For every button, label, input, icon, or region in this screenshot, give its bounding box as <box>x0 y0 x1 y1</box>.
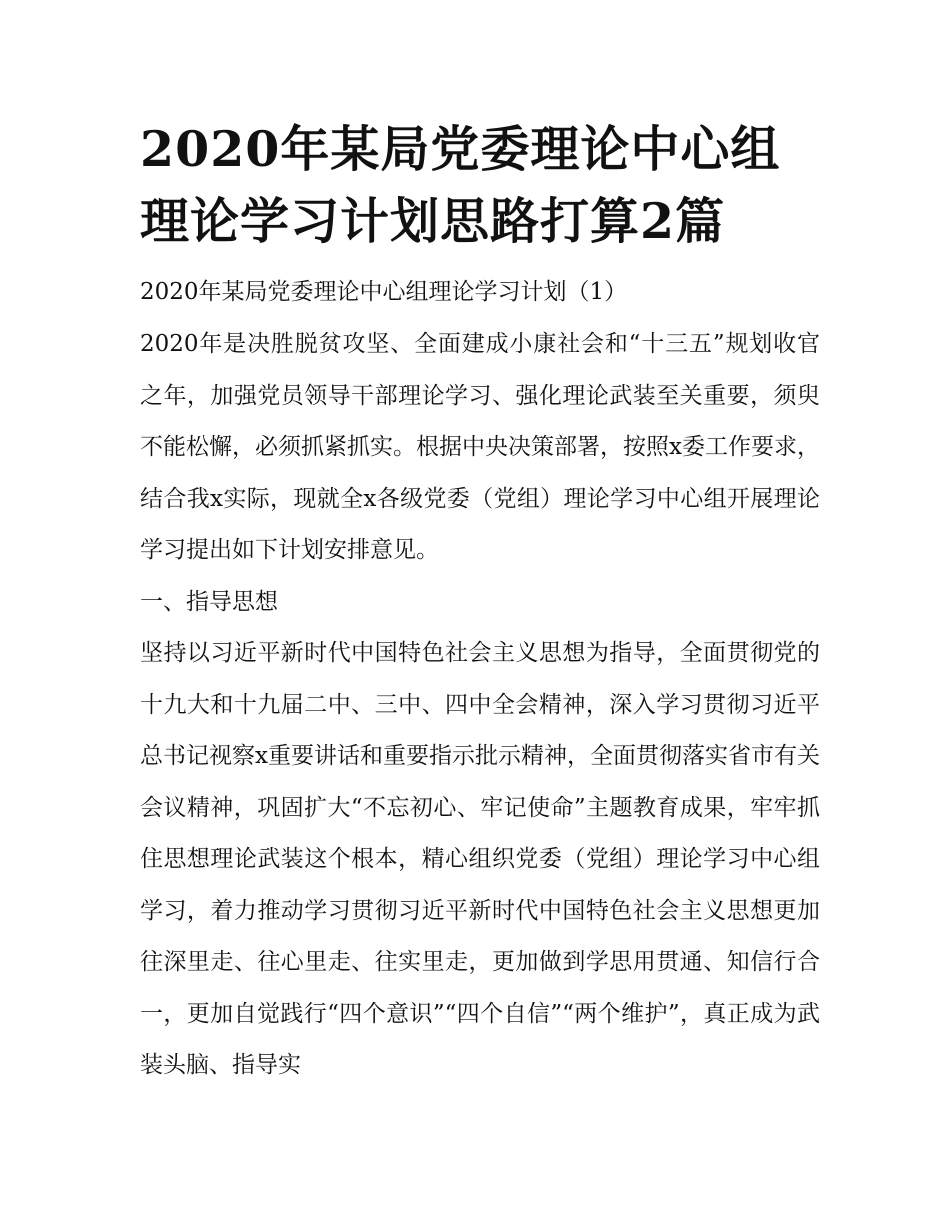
section-heading-guiding-thought: 一、指导思想 <box>140 588 278 615</box>
intro-paragraph: 2020年是决胜脱贫攻坚、全面建成小康社会和“十三五”规划收官之年，加强党员领导干部理论学习、强化理论武装至关重要，须臾不能松懈，必须抓紧抓实。根据中央决策部署，按照x委工作要求，结合我x实际，现就全x各级党委（党组）理论学习中心组开展理论学习提出如下计划安排意见。 <box>140 331 820 563</box>
document-page <box>140 113 820 1092</box>
document-subtitle: 2020年某局党委理论中心组理论学习计划（1） <box>140 279 628 305</box>
section-body-guiding-thought: 坚持以习近平新时代中国特色社会主义思想为指导，全面贯彻党的十九大和十九届二中、三中、四中全会精神，深入学习贯彻习近平总书记视察x重要讲话和重要指示批示精神，全面贯彻落实省市有关会议精神，巩固扩大“不忘初心、牢记使命”主题教育成果，牢牢抓住思想理论武装这个根本，精心组织党委（党组）理论学习中心组学习，着力推动学习贯彻习近平新时代中国特色社会主义思想更加往深里走、往心里走、往实里走，更加做到学思用贯通、知信行合一，更加自觉践行“四个意识”“四个自信”“两个维护”，真正成为武装头脑、指导实 <box>140 640 820 1078</box>
document-title: 2020年某局党委理论中心组理论学习计划思路打算2篇 <box>140 120 781 250</box>
